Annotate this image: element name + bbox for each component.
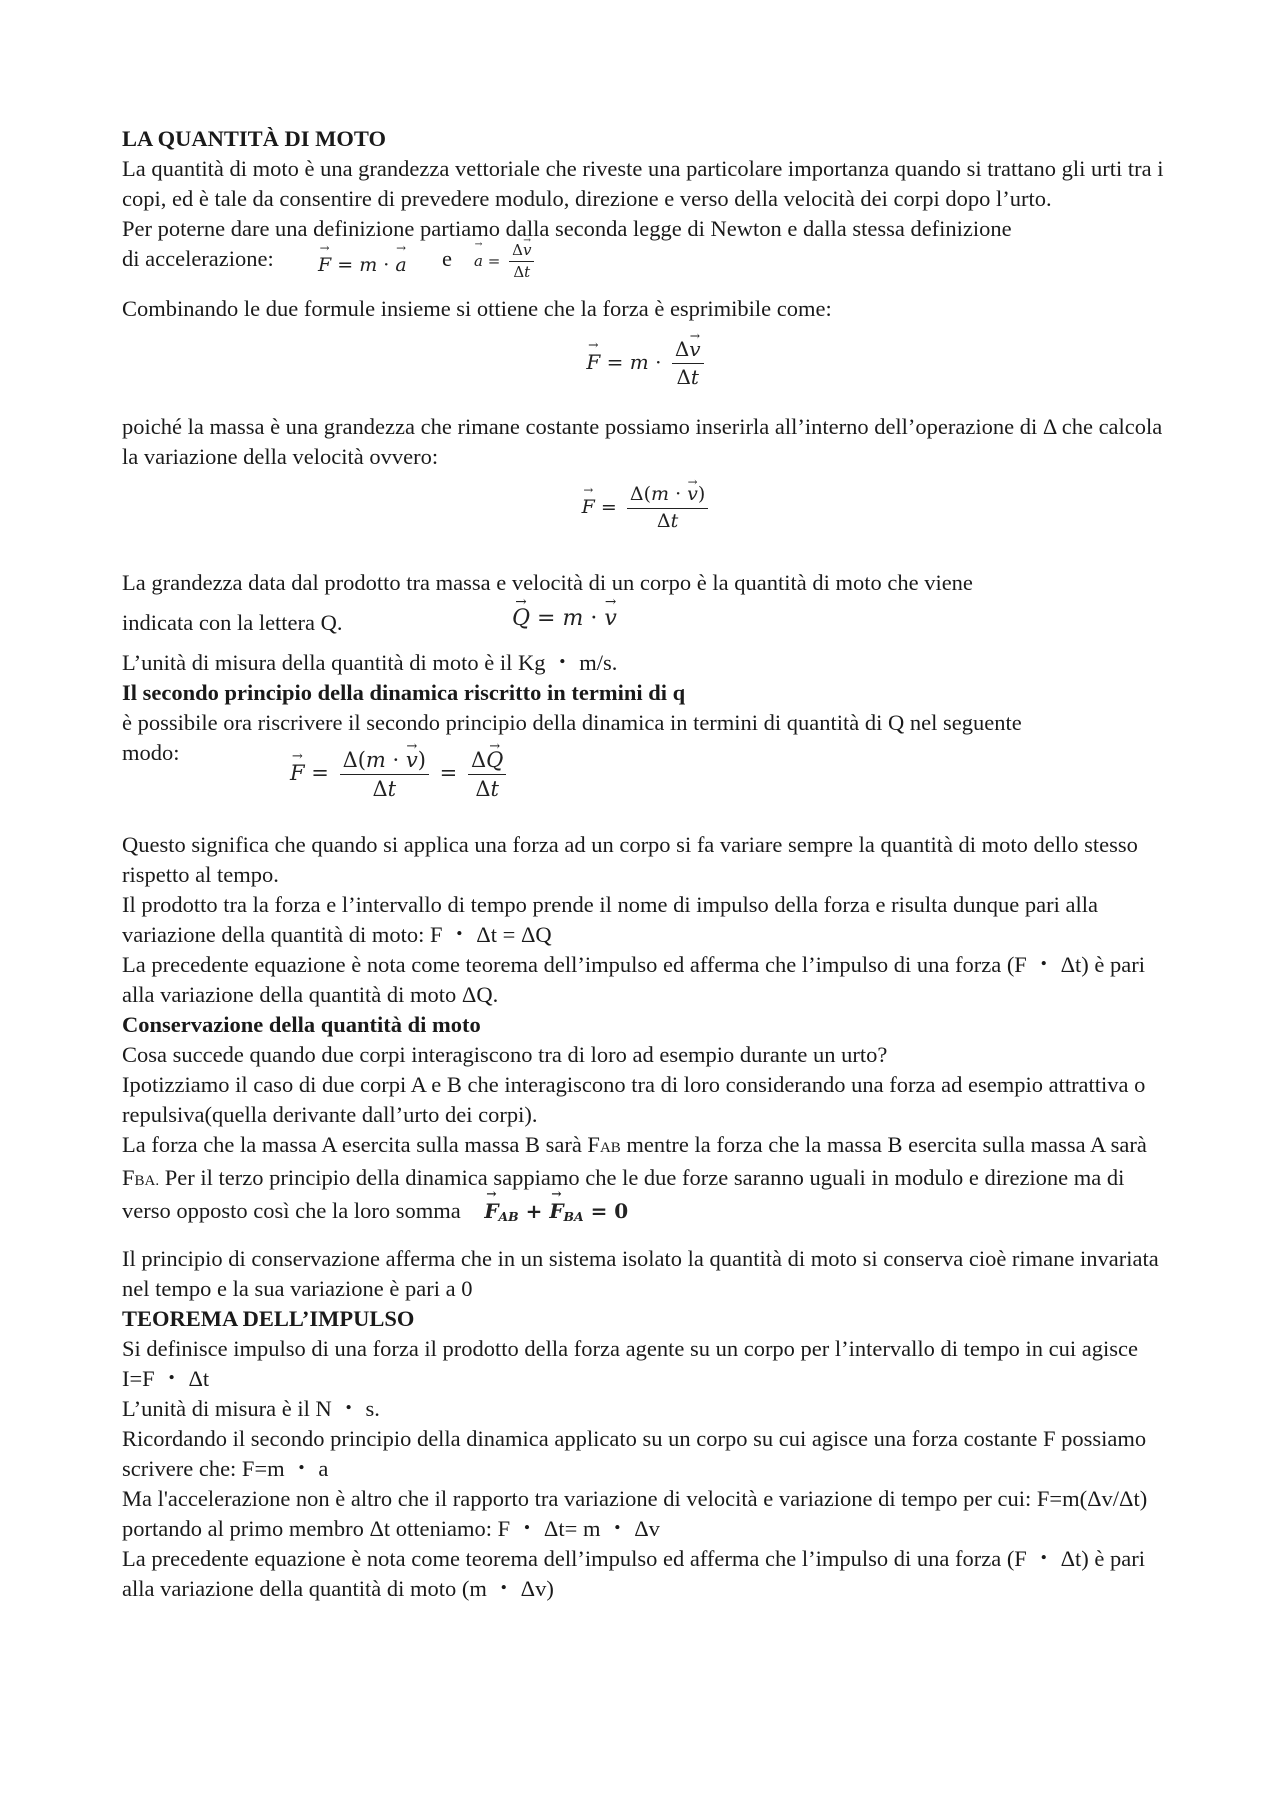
paragraph-intro: La quantità di moto è una grandezza vettoriale che riveste una particolare importanza quando si trattano gli urti tra i copi, ed è tale da consentire di prevedere modulo, direzione e verso della velocità dei corpi dopo l’urto. [122,156,1164,211]
paragraph-impulse: Il prodotto tra la forza e l’intervallo di tempo prende il nome di impulso della forza e risulta dunque pari alla variazione della quantità di moto: F ・ Δt = ΔQ [122,892,1098,947]
subscript-ba: BA. [134,1173,160,1189]
paragraph-constant-force: Ricordando il secondo principio della dinamica applicato su un corpo su cui agisce una forza costante F possiamo scrivere che: F=m ・ a [122,1426,1147,1482]
heading-impulse-theorem: TEOREMA DELL’IMPULSO [122,1306,415,1332]
third-principle-text-b: mentre la forza che la massa B esercita sulla massa A sarà F [122,1132,1147,1190]
paragraph-rewrite: è possibile ora riscrivere il secondo principio della dinamica in termini di quantità di Q nel seguente [122,710,1022,735]
momentum-label: indicata con la lettera Q. [122,610,343,635]
paragraph-meaning: Questo significa che quando si applica una forza ad un corpo si fa variare sempre la quantità di moto dello stesso rispetto al tempo. [122,832,1138,887]
third-principle-text-a: La forza che la massa A esercita sulla massa B sarà F [122,1132,600,1157]
formula-acceleration: → a = $\frac{\Delta\to v}{\Delta t}$ [474,242,538,282]
formula-momentum: → Q = m · → v [512,604,617,634]
paragraph-theorem-final: La precedente equazione è nota come teorema dell’impulso ed afferma che l’impulso di una forza (F ・ Δt) è pari alla variazione della quantità di moto (m ・ Δv) [122,1546,1146,1602]
title: LA QUANTITÀ DI MOTO [122,126,387,151]
momentum-row [122,598,1172,646]
rewrite-row [122,738,1172,828]
formula-newton: → F = m · → a [318,250,407,280]
subscript-ab: AB [599,1140,621,1156]
paragraph-two-bodies: Ipotizziamo il caso di due corpi A e B che interagiscono tra di loro considerando una forza ad esempio attrattiva o repulsiva(quella derivante dall’urto dei corpi). [122,1072,1146,1127]
paragraph-conservation-principle: Il principio di conservazione afferma che in un sistema isolato la quantità di moto si conserva cioè rimane invariata nel tempo e la sua variazione è pari a 0 [122,1246,1159,1302]
paragraph-momentum-def: La grandezza data dal prodotto tra massa e velocità di un corpo è la quantità di moto che viene [122,570,973,595]
paragraph-unit-impulse: L’unità di misura è il N ・ s. [122,1396,380,1422]
paragraph-theorem: La precedente equazione è nota come teorema dell’impulso ed afferma che l’impulso di una forza (F ・ Δt) è pari alla variazione della quantità di moto ΔQ. [122,952,1146,1007]
formula-force-mass: → F = m · $\frac{\Delta\to v}{\Delta t}$ [122,324,1172,412]
acceleration-label: di accelerazione: [122,246,274,271]
paragraph-definition: Per poterne dare una definizione partiamo dalla seconda legge di Newton e dalla stessa definizione [122,216,1012,241]
third-principle-text-c: Per il terzo principio della dinamica sappiamo che le due forze saranno uguali in modulo e direzione ma di verso opposto così che la loro somma [122,1165,1125,1223]
heading-conservation: Conservazione della quantità di moto [122,1012,481,1037]
document-page [122,124,1172,1604]
paragraph-impulse-def: Si definisce impulso di una forza il prodotto della forza agente su un corpo per l’intervallo di tempo in cui agisce I=F ・ Δt [122,1336,1138,1392]
paragraph-unit-momentum: L’unità di misura della quantità di moto è il Kg ・ m/s. [122,650,618,675]
paragraph-combine: Combinando le due formule insieme si ottiene che la forza è esprimibile come: [122,296,832,321]
paragraph-acceleration-ratio: Ma l'accelerazione non è altro che il rapporto tra variazione di velocità e variazione di tempo per cui: F=m(Δv/Δt) portando al primo membro Δt otteniamo: F ・ Δt= m ・ Δv [122,1486,1148,1542]
paragraph-collision-question: Cosa succede quando due corpi interagiscono tra di loro ad esempio durante un urto? [122,1042,888,1067]
rewrite-label: modo: [122,740,180,765]
heading-second-principle: Il secondo principio della dinamica riscritto in termini di q [122,680,686,705]
formula-force-momentum: → F = $\frac{\Delta(m \cdot \to v)}{\Delta t}$ [122,472,1172,568]
formula-second-principle: → F = $\frac{\Delta(m \cdot \to v)}{\Delta t}$ = $\frac{\Delta\to Q}{\Delta t}$ [290,748,510,801]
paragraph-mass-constant: poiché la massa è una grandezza che rimane costante possiamo inserirla all’interno dell’operazione di Δ che calcola la variazione della velocità ovvero: [122,414,1163,469]
acceleration-row [122,241,1172,288]
paragraph-third-principle [122,1130,1172,1232]
formula-forces-sum: → FAB + → FBA = 0 [484,1199,628,1223]
conjunction-e: e [442,246,452,271]
